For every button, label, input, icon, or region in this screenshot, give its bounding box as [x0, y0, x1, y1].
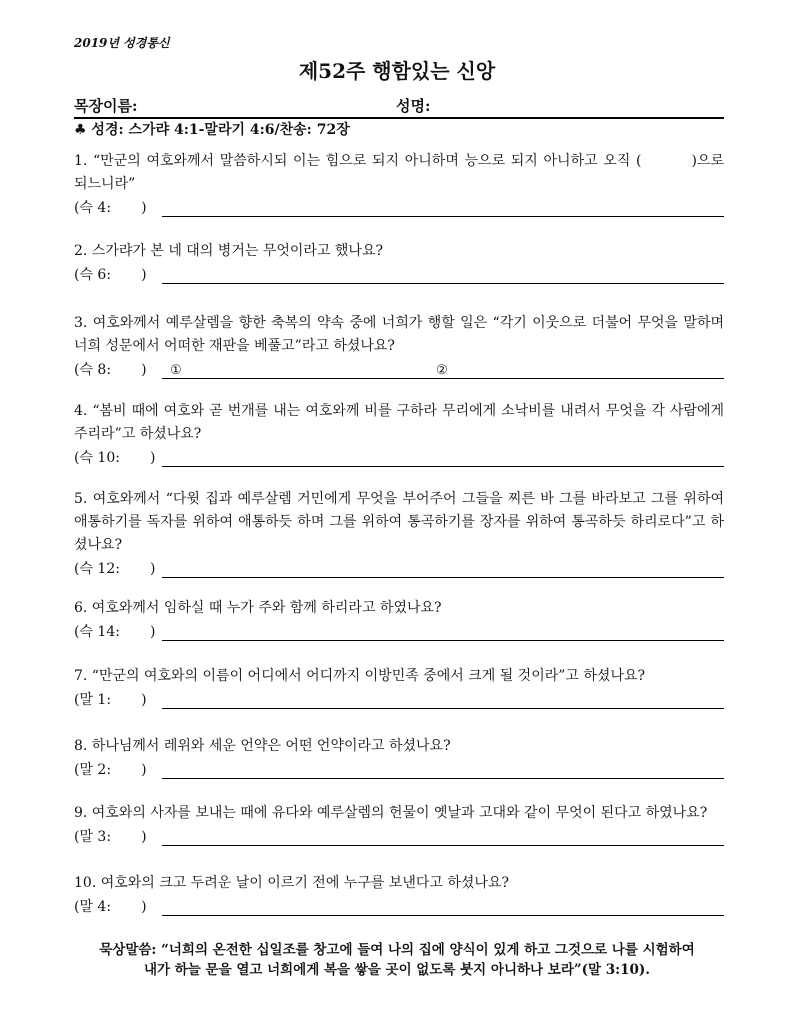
answer-mark-1: ①	[170, 363, 182, 378]
verse-ref: (말 3: )	[74, 829, 147, 845]
page-title: 제52주 행함있는 신앙	[298, 59, 496, 83]
memory-verse-line-1: 묵상말씀: “너희의 온전한 십일조를 창고에 들여 나의 집에 양식이 있게 하고 그것으로 나를 시험하여	[99, 942, 695, 958]
answer-row	[74, 197, 724, 220]
answer-row	[74, 264, 724, 287]
question-text: 2. 스가랴가 본 네 대의 병거는 무엇이라고 했나요?	[74, 243, 383, 259]
question-2	[74, 240, 724, 287]
question-5	[74, 488, 724, 581]
answer-line[interactable]	[162, 283, 724, 284]
answer-row	[74, 359, 724, 382]
question-10	[74, 872, 724, 919]
verse-ref: (슥 6: )	[74, 267, 147, 283]
answer-row	[74, 447, 724, 470]
name-row	[74, 95, 724, 119]
verse-ref: (말 2: )	[74, 762, 147, 778]
scripture-reference: ♣ 성경: 스가랴 4:1-말라기 4:6/찬송: 72장	[74, 122, 350, 138]
question-text: 5. 여호와께서 “다윗 집과 예루살렘 거민에게 무엇을 부어주어 그들을 찌른 바 그를 바라보고 그를 위하여 애통하기를 독자를 위하여 애통하듯 하며 그를 위하여 통곡하기를 장자를 위하여 통곡하듯 하리로다”고 하셨나요?	[74, 491, 724, 553]
answer-line[interactable]	[162, 915, 724, 916]
answer-row	[74, 689, 724, 712]
answer-line[interactable]	[162, 216, 724, 217]
group-name-label: 목장이름:	[74, 97, 138, 115]
answer-row	[74, 558, 724, 581]
answer-line[interactable]	[162, 466, 724, 467]
answer-line[interactable]	[162, 378, 724, 379]
answer-line[interactable]	[162, 778, 724, 779]
answer-mark-2: ②	[436, 363, 448, 378]
question-8	[74, 735, 724, 782]
verse-ref: (말 1: )	[74, 692, 147, 708]
answer-row	[74, 826, 724, 849]
question-text: 6. 여호와께서 임하실 때 누가 주와 함께 하리라고 하였나요?	[74, 600, 442, 616]
answer-line[interactable]	[162, 708, 724, 709]
verse-ref: (슥 12: )	[74, 561, 156, 577]
verse-ref: (슥 8: )	[74, 362, 147, 378]
memory-verse-line-2: 내가 하늘 문을 열고 너희에게 복을 쌓을 곳이 없도록 붓지 아니하나 보라”(말 3:10).	[143, 962, 651, 978]
question-text: 9. 여호와의 사자를 보내는 때에 유다와 예루살렘의 헌물이 옛날과 고대와 같이 무엇이 된다고 하였나요?	[74, 805, 708, 821]
question-text: 8. 하나님께서 레위와 세운 언약은 어떤 언약이라고 하셨나요?	[74, 738, 451, 754]
question-9	[74, 802, 724, 849]
question-text: 1. “만군의 여호와께서 말씀하시되 이는 힘으로 되지 아니하며 능으로 되지 아니하고 오직 ( )으로 되느니라”	[74, 153, 724, 192]
answer-row	[74, 759, 724, 782]
question-6	[74, 597, 724, 644]
question-text: 3. 여호와께서 예루살렘을 향한 축복의 약속 중에 너희가 행할 일은 “각기 이웃으로 더불어 무엇을 말하며 너희 성문에서 어떠한 재판을 베풀고”라고 하셨나요?	[74, 315, 724, 354]
question-1	[74, 150, 724, 220]
question-3	[74, 312, 724, 382]
answer-line[interactable]	[162, 577, 724, 578]
answer-row	[74, 896, 724, 919]
answer-line[interactable]	[162, 640, 724, 641]
memory-verse	[0, 940, 794, 980]
verse-ref: (슥 10: )	[74, 450, 156, 466]
answer-line[interactable]	[162, 845, 724, 846]
question-text: 7. “만군의 여호와의 이름이 어디에서 어디까지 이방민족 중에서 크게 될 것이라”고 하셨나요?	[74, 668, 645, 684]
verse-ref: (슥 14: )	[74, 624, 156, 640]
corner-label: 2019년 성경통신	[74, 36, 170, 50]
question-text: 10. 여호와의 크고 두려운 날이 이르기 전에 누구를 보낸다고 하셨나요?	[74, 875, 509, 891]
answer-row	[74, 621, 724, 644]
person-name-label: 성명:	[396, 97, 431, 115]
question-text: 4. “봄비 때에 여호와 곧 번개를 내는 여호와께 비를 구하라 무리에게 소낙비를 내려서 무엇을 각 사람에게 주리라”고 하셨나요?	[74, 403, 724, 442]
verse-ref: (슥 4: )	[74, 200, 147, 216]
question-7	[74, 665, 724, 712]
question-4	[74, 400, 724, 470]
verse-ref: (말 4: )	[74, 899, 147, 915]
